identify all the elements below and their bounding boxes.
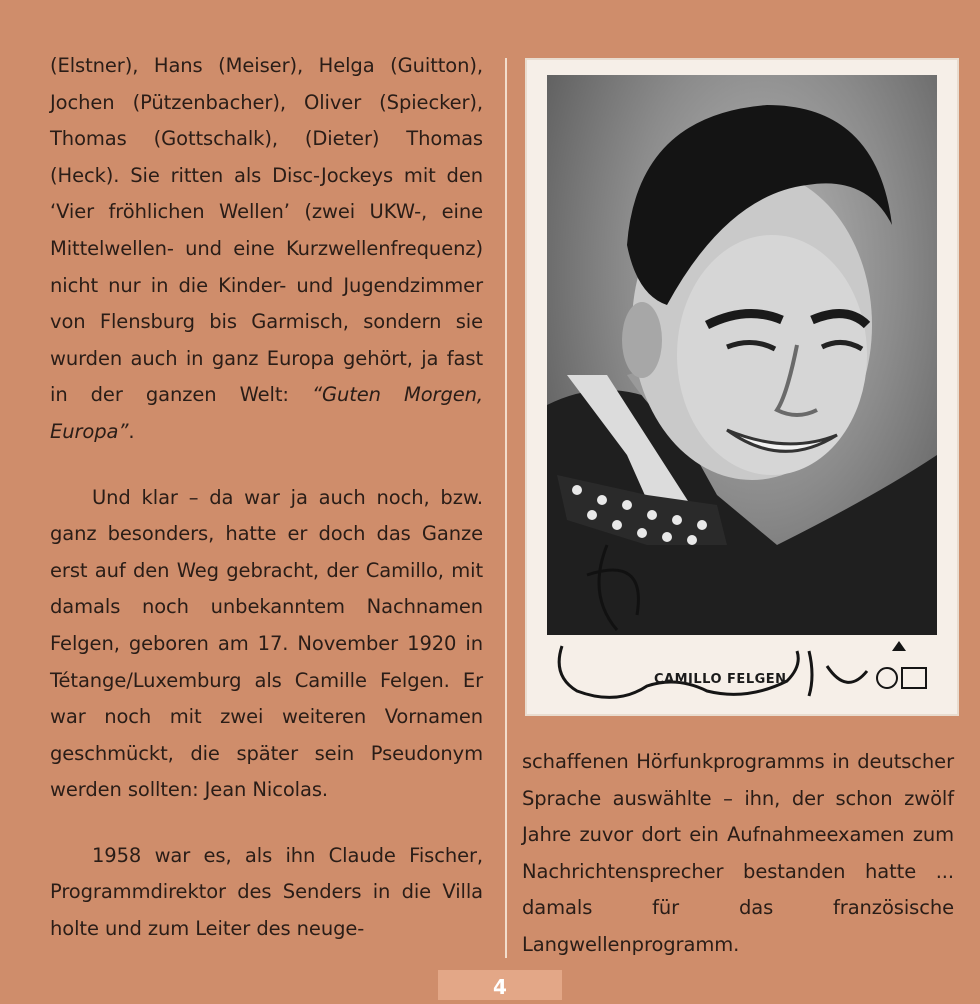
- left-text-column: [50, 48, 483, 948]
- paragraph-1958: 1958 war es, als ihn Claude Fischer, Programmdirektor des Senders in die Villa holte und zum Leiter des neuge-: [50, 843, 483, 941]
- quote-guten-morgen: “Guten Morgen, Europa”: [50, 383, 483, 443]
- paragraph-disc-jockeys: [50, 48, 483, 451]
- photo-caption: CAMILLO FELGEN: [654, 672, 787, 687]
- portrait-photo: [547, 75, 937, 635]
- paragraph-text: (Elstner), Hans (Meiser), Helga (Guitton), Jochen (Pützenbacher), Oliver (Spiecker), Thomas (Gottschalk), (Dieter) Thomas (Heck). Sie ritten als Disc-Jockeys mit den ‘Vier fröhlichen Wellen’ (zwei UKW-, eine Mittelwellen- und eine Kurzwellenfrequenz) nicht nur in die Kinder- und Jugendzimmer von Flensburg bis Garmisch, sondern sie wurden auch in ganz Europa gehört, ja fast in der ganzen Welt:: [50, 54, 483, 407]
- column-divider: [505, 58, 507, 958]
- portrait-illustration: [547, 75, 937, 635]
- right-text-column: [522, 744, 954, 964]
- page-number: 4: [438, 970, 562, 1000]
- paragraph-camillo: Und klar – da war ja auch noch, bzw. ganz besonders, hatte er doch das Ganze erst auf den Weg gebracht, der Camillo, mit damals noch unbekanntem Nachnamen Felgen, geboren am 17. November 1920 in Tétange/Luxemburg als Camille Felgen. Er war noch mit zwei weiteren Vornamen geschmückt, die später sein Pseudonym werden sollten: Jean Nicolas.: [50, 485, 483, 802]
- paragraph-end: .: [128, 419, 135, 443]
- paragraph-continuation: schaffenen Hörfunkprogramms in deutscher Sprache auswählte – ihn, der schon zwölf Jahre zuvor dort ein Aufnahmeexamen zum Nachrichtensprecher bestanden hatte ... damals für das französische Langwellenprogramm.: [522, 750, 954, 956]
